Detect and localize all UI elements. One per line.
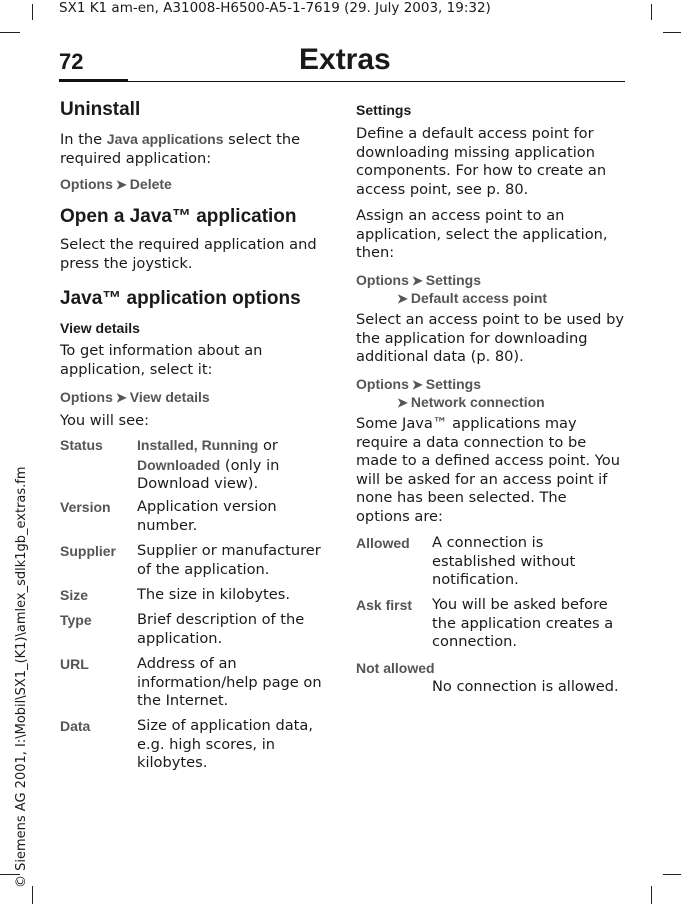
default-access-point-nav-path: Options ➤ Settings ➤ Default access point xyxy=(356,272,548,306)
options-heading: Java™ application options xyxy=(60,288,301,309)
settings-text-3: Select an access point to be used by the application for downloading additional data (p. 80). xyxy=(356,311,624,365)
settings-text-2: Assign an access point to an application, select the application, then: xyxy=(356,207,608,261)
settings-heading: Settings xyxy=(356,102,412,118)
side-note: © Siemens AG 2001, I:\Mobil\SX1_(K1)\amlex_sdlk1gb_extras.fm xyxy=(14,466,29,888)
settings-text-1: Define a default access point for downloading missing application components. For how to create an access point, see p. 80. xyxy=(356,125,607,198)
right-arrowhead-icon: ➤ xyxy=(115,390,127,405)
page-number: 72 xyxy=(59,49,84,74)
detail-term: Data xyxy=(60,718,91,734)
network-connection-nav-path: Options ➤ Settings ➤ Network connection xyxy=(356,376,545,410)
detail-term: Supplier xyxy=(60,543,117,559)
detail-definition: Address of an information/help page on the Internet. xyxy=(137,655,322,709)
option-definition: You will be asked before the application creates a connection. xyxy=(432,596,614,650)
detail-term: Size xyxy=(60,587,89,603)
uninstall-nav-path: Options ➤ Delete xyxy=(60,176,172,192)
detail-term: Status xyxy=(60,437,103,453)
settings-text-4: Some Java™ applications may require a data connection to be made to a defined access point. You will be asked for an access point if none has been selected. The options are: xyxy=(356,415,620,525)
uninstall-text: In the Java applications select the required application: xyxy=(60,131,301,167)
detail-term: URL xyxy=(60,656,89,672)
option-definition: A connection is established without notification. xyxy=(432,534,576,588)
view-details-nav-path: Options ➤ View details xyxy=(60,389,210,405)
detail-term: Type xyxy=(60,612,92,628)
right-arrowhead-icon: ➤ xyxy=(411,273,423,288)
view-details-heading: View details xyxy=(60,320,140,336)
right-arrowhead-icon: ➤ xyxy=(115,177,127,192)
detail-definition: The size in kilobytes. xyxy=(137,586,290,603)
detail-definition: Supplier or manufacturer of the application. xyxy=(137,542,321,578)
title-rule xyxy=(59,81,625,82)
page-title: Extras xyxy=(299,43,391,76)
options-text: To get information about an application, select it: xyxy=(60,342,263,378)
uninstall-heading: Uninstall xyxy=(60,99,141,120)
detail-term: Version xyxy=(60,499,111,515)
option-term: Allowed xyxy=(356,535,410,551)
crop-mark xyxy=(651,4,652,20)
running-title: SX1 K1 am-en, A31008-H6500-A5-1-7619 (29. July 2003, 19:32) xyxy=(59,0,491,16)
right-arrowhead-icon: ➤ xyxy=(397,394,408,410)
java-applications-keyword: Java applications xyxy=(106,131,224,147)
detail-definition: Brief description of the application. xyxy=(137,611,305,647)
detail-definition: Application version number. xyxy=(137,498,277,534)
option-definition: No connection is allowed. xyxy=(432,678,619,695)
crop-mark xyxy=(651,886,652,904)
detail-definition: Installed, Running or Downloaded (only in Download view). xyxy=(137,437,280,492)
right-arrowhead-icon: ➤ xyxy=(397,290,408,306)
crop-mark xyxy=(32,4,33,20)
you-will-see-text: You will see: xyxy=(60,412,150,429)
right-arrowhead-icon: ➤ xyxy=(411,377,423,392)
crop-mark xyxy=(32,886,33,904)
open-text: Select the required application and press the joystick. xyxy=(60,236,317,272)
detail-definition: Size of application data, e.g. high scores, in kilobytes. xyxy=(137,717,313,771)
option-term: Not allowed xyxy=(356,660,435,676)
crop-mark xyxy=(663,874,681,875)
crop-mark xyxy=(663,32,681,33)
open-heading: Open a Java™ application xyxy=(60,206,297,227)
crop-mark xyxy=(0,32,20,33)
option-term: Ask first xyxy=(356,597,413,613)
